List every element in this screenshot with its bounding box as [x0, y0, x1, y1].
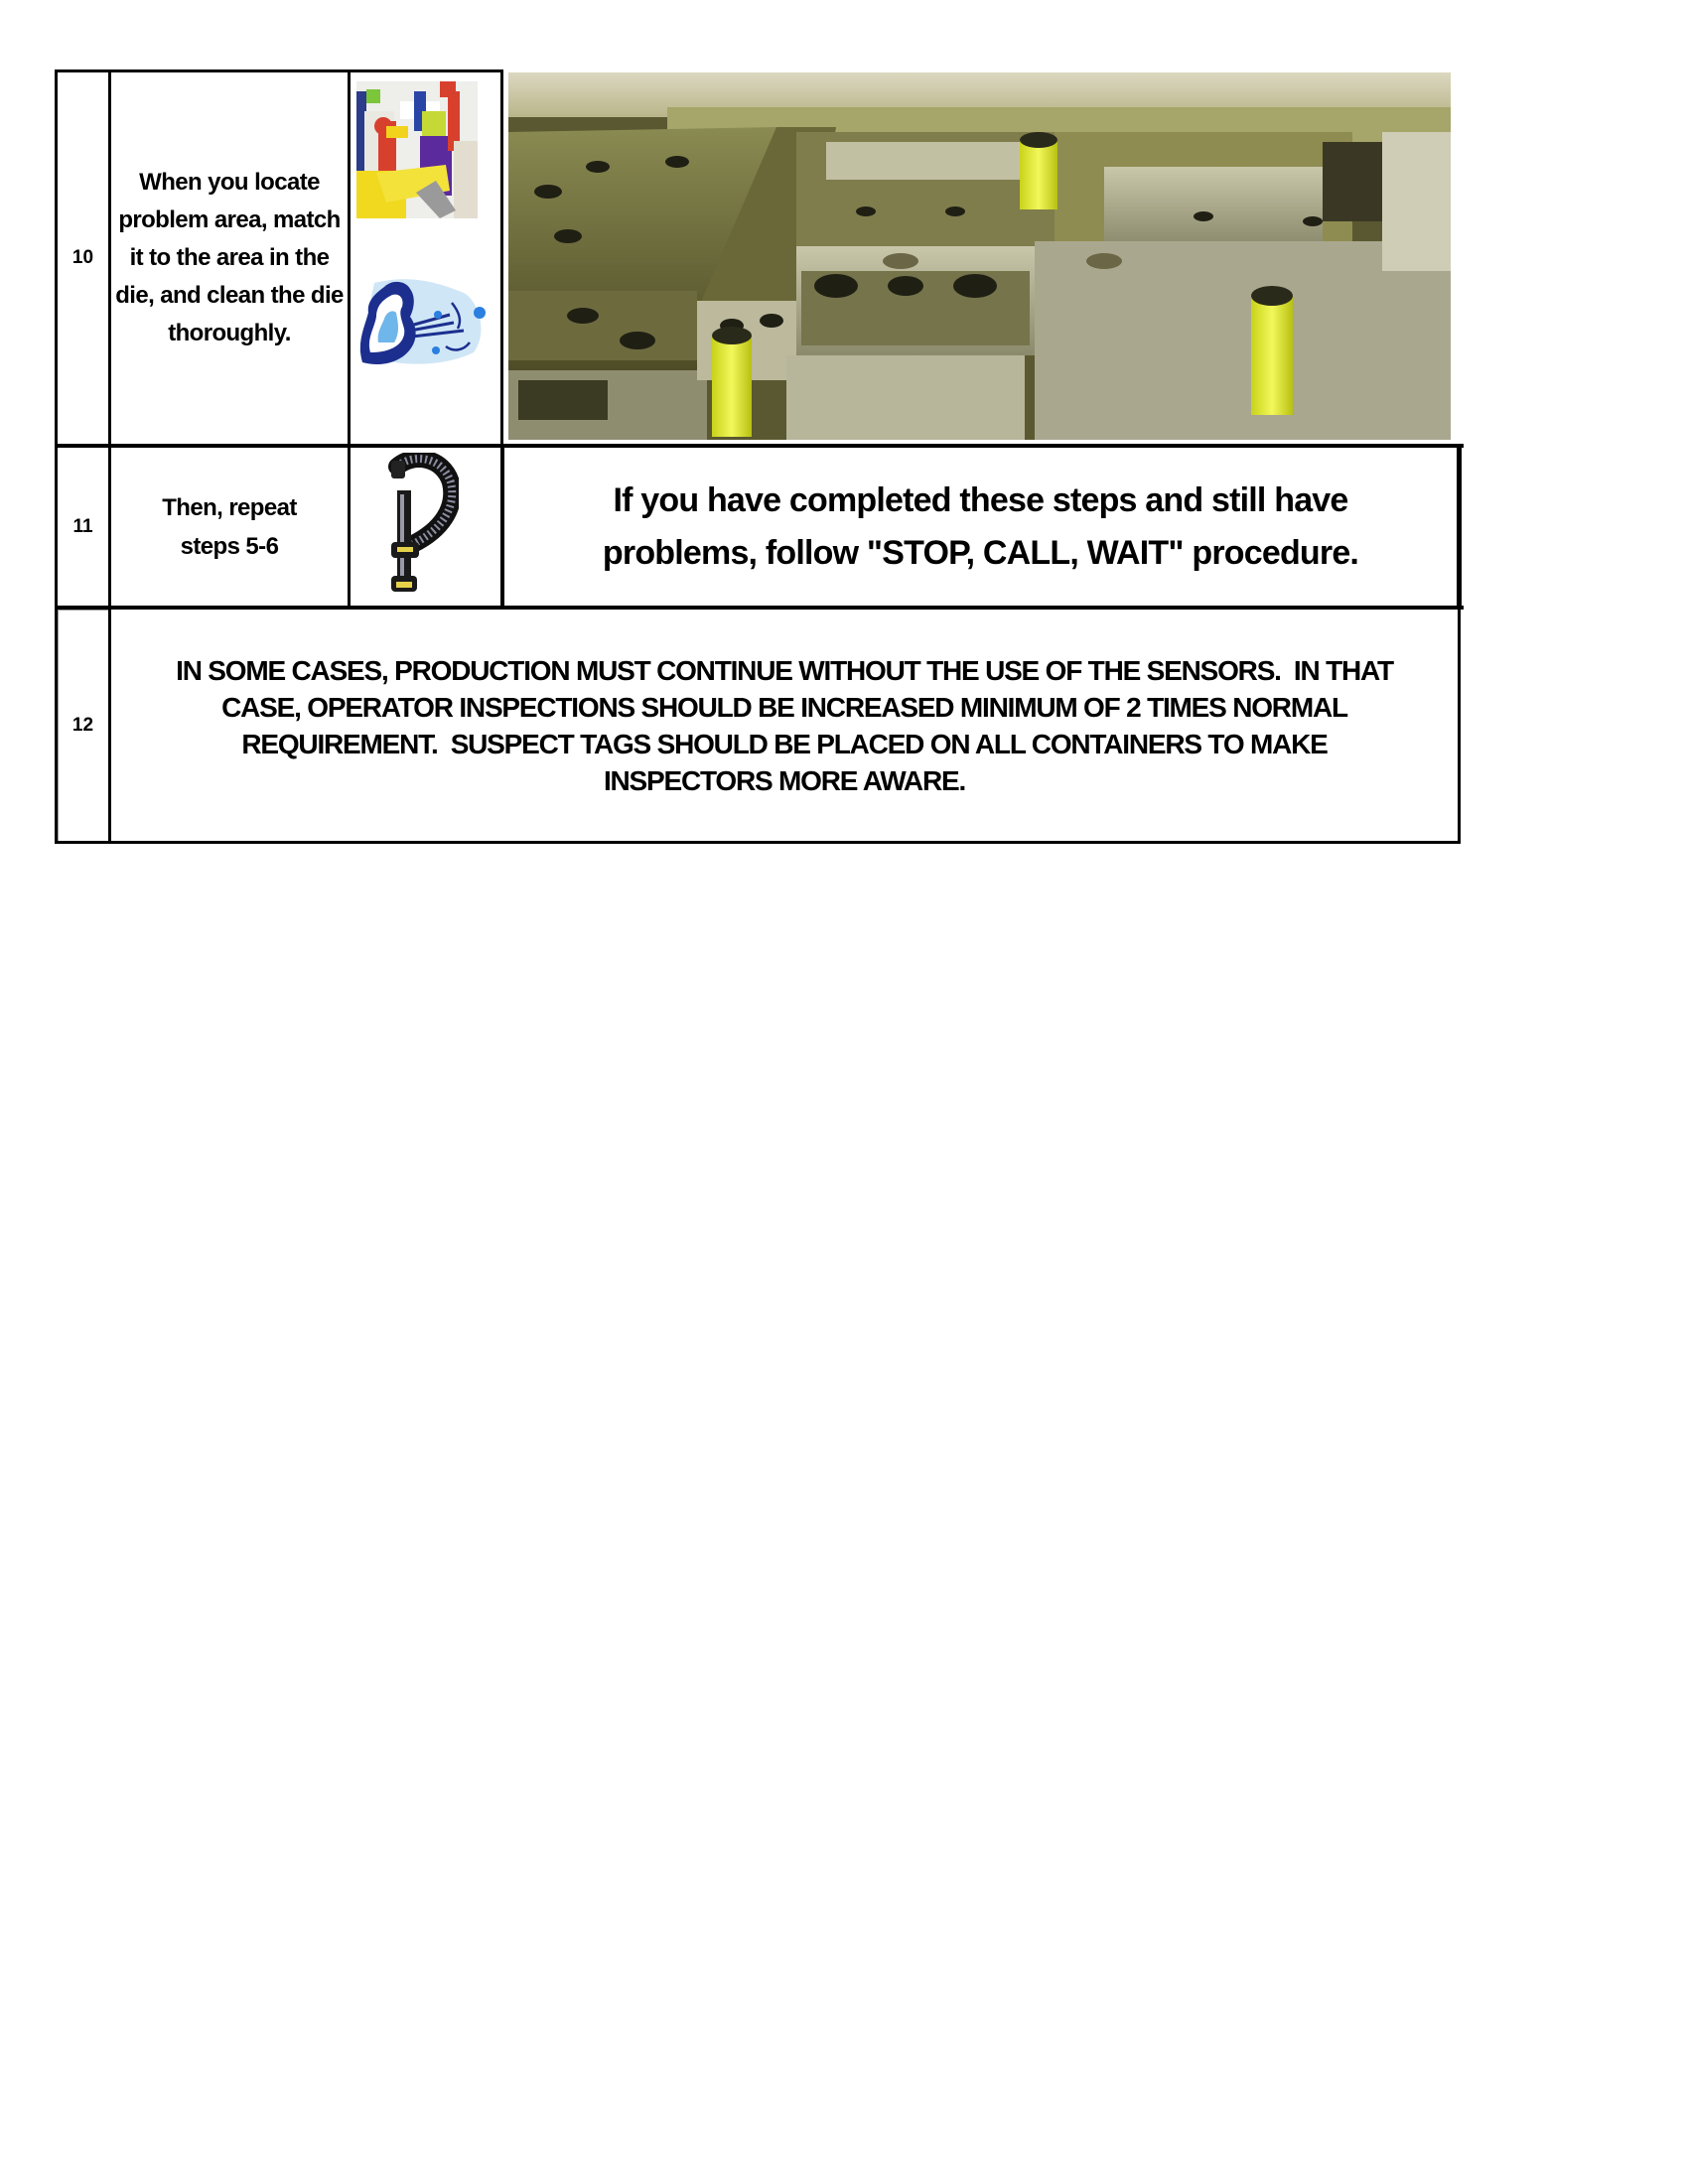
message-box-border-right: [1457, 444, 1462, 609]
micrometer-icon: [383, 453, 459, 594]
table-border-bottom: [55, 841, 1461, 844]
row-10-instruction: When you locate problem area, match it to the area in the die, and clean the die thoroughly.: [115, 169, 344, 346]
row-12-production-notice: IN SOME CASES, PRODUCTION MUST CONTINUE WITHOUT THE USE OF THE SENSORS. IN THAT CASE, OPERATOR INSPECTIONS SHOULD BE INCREASED MINIMUM OF 2 TIMES NORMAL REQUIREMENT. SUSPECT TAGS SHOULD BE PLACED ON ALL CONTAINERS TO MAKE INSPECTORS MORE AWARE.: [176, 654, 1400, 796]
row-12-number: 12: [71, 714, 94, 736]
row-10-number: 10: [71, 247, 94, 268]
column-divider-2: [348, 69, 351, 609]
row-11-instruction: Then, repeat steps 5-6: [162, 493, 297, 560]
row-11-number: 11: [72, 515, 93, 537]
compressed-air-wind-icon: [354, 273, 493, 370]
table-border-right: [1458, 608, 1461, 844]
cleaning-supplies-image: [356, 81, 478, 218]
row-11-escalation-message: If you have completed these steps and still have problems, follow "STOP, CALL, WAIT" procedure.: [602, 480, 1359, 572]
stamping-die-photo: [508, 72, 1451, 440]
